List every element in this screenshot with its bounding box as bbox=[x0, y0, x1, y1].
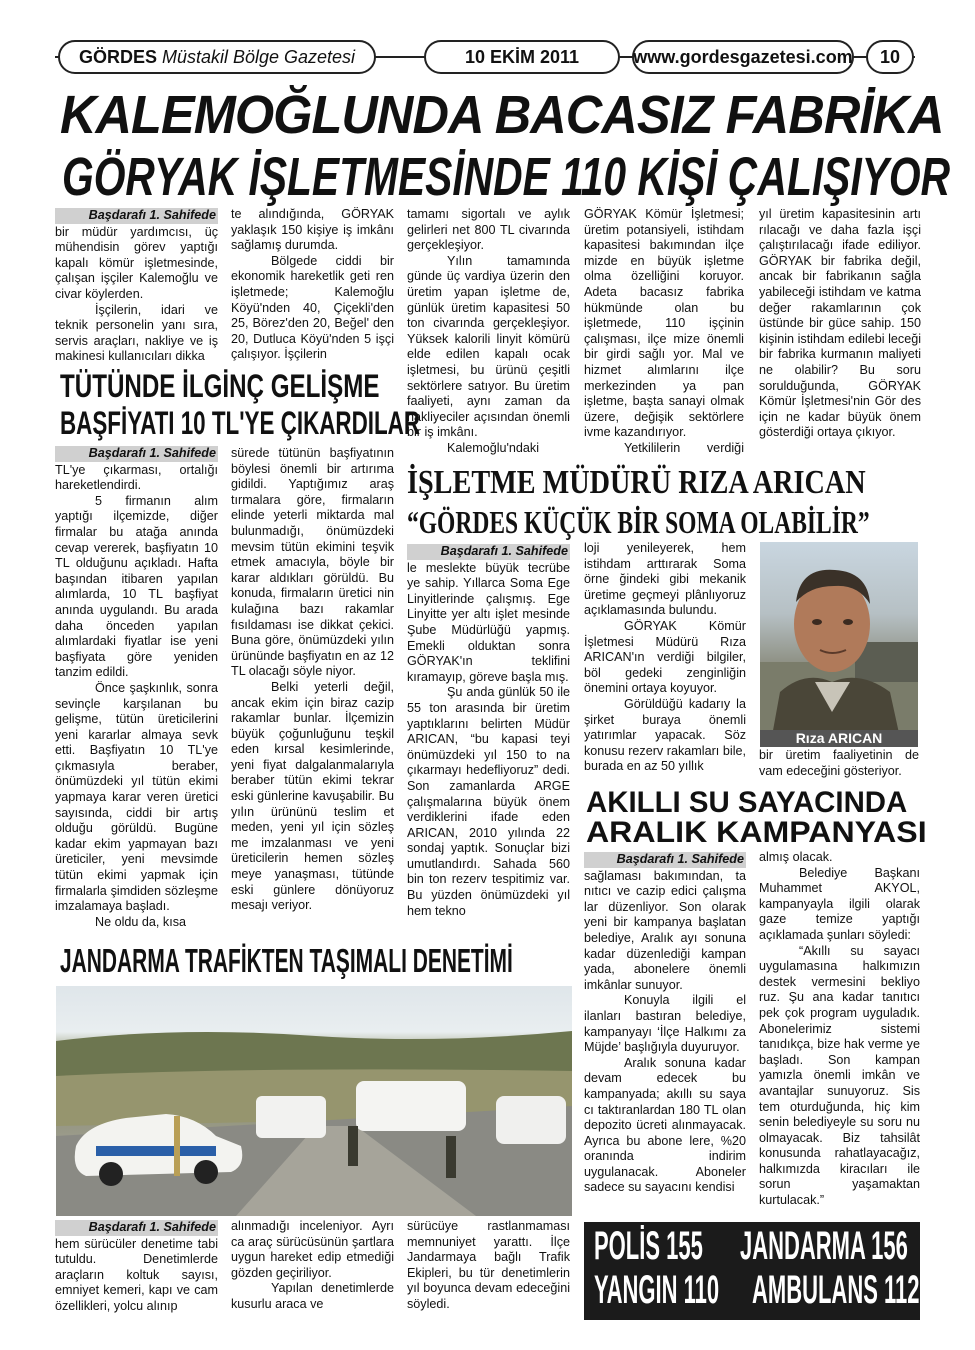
su-col2c-text: “Akıllı su sayacı uygulamasına halkımızın destek vermesini bekliyo ruz. Şu ana kadar tanıtıcı pek çok program uyguladık. Abonelerimiz sistemi tanıdıkça, bize hak verme ye başladı. Son kampan yamızla önemli imkân ve avantajlar sunuyoruz. Sis tem oturduğunda, hiç kim senin belediyeyle su soru nu olmayacak. Biz tahsilât konusunda rahatlayacağız, halkımızda kiracıları ile sorun yaşamaktan kurtulacak.” bbox=[759, 943, 920, 1208]
isletme-col2b-text: GÖRYAK Kömür İşletmesi Müdürü Rıza ARICAN'ın verdiği bilgiler, böl gedeki zenginliğin önemini ortaya koyuyor. bbox=[584, 618, 746, 696]
tutun-col1d-text: Ne oldu da, kısa bbox=[95, 914, 187, 929]
lead-col4b-text: Yetkililerin verdiği bbox=[624, 440, 744, 455]
su-col1-text: sağlaması bakımından, ta nıtıcı ve cazip edici çalışma lar düzenliyor. Son olarak yeni bir kampanya başlatan belediye, Aralık ayı sonuna kadar düzenlediği kampan yada, abonelere önemli imkânlar sunuyor. bbox=[584, 868, 746, 992]
su-headline-2: ARALIK KAMPANYASI bbox=[586, 816, 927, 849]
tutun-headline-1: TÜTÜNDE İLGİNÇ GELİŞME bbox=[60, 368, 380, 404]
tutun-col2-text: sürede tütünün başfiyatının böylesi önemli bir artırıma gidildi. Yaptığımız araş tırmalara göre, firmaların elinde yeterli miktarda mal bulunmadığı, önümüzdeki mevsim tütün ekimini teşvik etmek amacıyla, böyle bir karar aldıkları görüldü. Bu konuda, firmaların üretici nin kulağına bazı rakamlar fısıldaması ise dikkat çekici. Buna göre, önümüzdeki yılın ürününde başfiyatın en az 12 TL olacağı söyle niyor. bbox=[231, 446, 394, 679]
jandarma-column-1 bbox=[55, 1220, 218, 1320]
isletme-headline-1: İŞLETME MÜDÜRÜ RIZA ARICAN bbox=[407, 464, 866, 501]
lead-col2-text: te alındığında, GÖRYAK yaklaşık 150 kişiye iş imkânı sağlamış durumda. bbox=[231, 207, 394, 253]
tutun-col1-text: TL'ye çıkarması, ortalığı hareketlendirdi. bbox=[55, 462, 218, 493]
lead-column-3 bbox=[407, 207, 570, 457]
emergency-police: POLİS 155 bbox=[594, 1224, 703, 1268]
jandarma-kicker: Başdarafı 1. Sahifede bbox=[55, 1220, 218, 1236]
isletme-column-1 bbox=[407, 544, 570, 939]
su-column-2 bbox=[759, 850, 920, 1222]
tutun-col1c-text: Önce şaşkınlık, sonra sevinçle karşılanan bu gelişme, tütün üreticilerini yeni kararlar almaya sevk etti. Başfiyatın 10 TL'ye çıkmasıyla beraber, önümüzdeki yıl tütün ekimi yapmaya karar veren üretici sayısında, ciddi bir artış olduğu görüldü. Bugüne kadar ekim yapmayan bazı üreticiler, yeni mevsimde tütün ekimi yapmak için firmalarla şimdiden sözleşme imzalamaya başladı. bbox=[55, 680, 218, 914]
tutun-column-1 bbox=[55, 446, 218, 941]
header-website: www.gordesgazetesi.com bbox=[632, 40, 854, 74]
emergency-fire: YANGIN 110 bbox=[594, 1268, 720, 1312]
lead-kicker: Başdarafı 1. Sahifede bbox=[55, 208, 218, 224]
portrait-caption: Rıza ARICAN bbox=[760, 730, 918, 747]
paper-name: GÖRDES bbox=[78, 46, 157, 67]
su-col1c-text: Aralık sonuna kadar devam edecek bu kampanyada; akıllı su saya cı taktıranlardan 180 TL olan depozito ücreti alınmayacak. Ayrıca bu abone lere, %20 oranında indirim uygulanacak. Aboneler sadece su sayacını kendisi bbox=[584, 1055, 746, 1195]
isletme-kicker: Başdarafı 1. Sahifede bbox=[407, 544, 570, 560]
tutun-headline-2: BAŞFİYATI 10 TL'YE ÇIKARDILAR bbox=[60, 405, 421, 441]
lead-col5-text: yıl üretim kapasitesinin artı rılacağı ve daha fazla işçi çalıştırılacağı ifade ediliyor. GÖRYAK bir fabrika değil, ancak bir fabrikanın sağla yabileceği istihdam ve katma değer rakamlarının çok üstünde bir güce sahip. 150 kişinin istihdam edilebi leceği bir fabrika kurmanın maliyeti ne olabilir? Bu soru sorulduğunda, GÖRYAK Kömür İşletmesi'nin Gör des için ne kadar büyük önem gösterdiği ortaya çıkıyor. bbox=[759, 207, 921, 440]
su-kicker: Başdarafı 1. Sahifede bbox=[584, 852, 746, 868]
isletme-col1b-text: Şu anda günlük 50 ile 55 ton arasında bir üretim yaptıklarını belirten Müdür ARICAN, “bu kapasi teyi önümüzdeki yıl 150 to na çıkarmayı hedefliyoruz” dedi. Son zamanlarda ARGE çalışmalarına büyük önem verdiklerini ifade eden ARICAN, 2010 yılında 22 sondaj yaptık. Sonuçlar bizi umutlandırdı. Sahada 560 bin ton rezerv tespitimiz var. Bu yüzden önümüzdeki yıl hem tekno bbox=[407, 685, 570, 918]
lead-col1-text: bir müdür yardımcısı, üç mühendisin görev yaptığı kapalı kömür işletmesinde, çalışan işçiler Kalemoğlu ve civar köylerden. bbox=[55, 224, 218, 301]
header-paper-name bbox=[58, 40, 376, 74]
jandarma-column-2 bbox=[231, 1219, 394, 1319]
tutun-col2b-text: Belki yeterli değil, ancak ekim için biraz cazip rakamlar bunlar. İlçemizin büyük çoğunluğunu teşkil eden kırsal kesimlerinde, yeni fiyat dalgalanmalarıyla beraber tütün ekimi tekrar eski günlerine kavuşabilir. Bu yılın ürününü teslim et meden, yeni yıl için sözleş me imzalanması ve yeni üreticilerin hemen sözleş meye yanaşması, tütünde eski günlere dönüyoruz mesajı veriyor. bbox=[231, 679, 394, 913]
portrait-photo bbox=[760, 542, 918, 747]
lead-col1b-text: İşçilerin, idari ve teknik personelin yanı sıra, servis araçları, nakliye ve iş makinesi kullanıcıları dikka bbox=[55, 302, 218, 364]
emergency-jandarma: JANDARMA 156 bbox=[740, 1224, 908, 1268]
isletme-col2-text: loji yenileyerek, hem istihdam arttırarak Soma örne ğindeki gibi mekanik üretime geçmeyi plânlıyoruz açıklamasında bulundu. bbox=[584, 541, 746, 618]
lead-headline-2: GÖRYAK İŞLETMESİNDE 110 KİŞİ ÇALIŞIYOR bbox=[62, 147, 951, 207]
header-page-number: 10 bbox=[866, 40, 914, 74]
isletme-column-2 bbox=[584, 541, 746, 781]
su-headline-1: AKILLI SU SAYACINDA bbox=[586, 786, 908, 819]
jandarma-scene bbox=[56, 986, 572, 1216]
isletme-col3-text: bir üretim faaliyetinin de vam edeceğini gösteriyor. bbox=[759, 748, 919, 778]
su-column-1 bbox=[584, 852, 746, 1222]
su-col2b-text: Belediye Başkanı Muhammet AKYOL, kampanyayla ilgili olarak gaze temize yaptığı açıklamada şunları söyledi: bbox=[759, 865, 920, 942]
lead-col4-text: GÖRYAK Kömür İşletmesi; üretim potansiyeli, istihdam kapasitesi bakımından ilçe mizde en büyük işletme olma özelliğini koruyor. Adeta bacasız fabrika hükmünde olan bu işletmede, 110 işçinin çalışması, ilçe mize önemli bir girdi sağlı yor. Mal ve hizmet alımlarını ilçe merkezinden ya pan işletme, başta sanayi olmak üzere, değişik sektörlere ivme kazandırıyor. bbox=[584, 207, 744, 440]
tutun-column-2 bbox=[231, 446, 394, 941]
lead-col3b-text: Yılın tamamında günde üç vardiya üzerin den üretim yapan işletme de, günlük üretim kapasitesi 50 ton civarında gerçekleşiyor. Yüksek kalorili linyit kömürü elde edilen kapalı ocak işletmesi, bu ürünü çeşitli sektörlere satıyor. Bu üretim faaliyeti, aynı zaman da nakliyeciler açısından önemli bir iş imkânı. bbox=[407, 253, 570, 440]
isletme-col2c-text: Görüldüğü kadarıy la şirket buraya önemli yatırımlar yapacak. Söz konusu rezerv rakamları bile, burada en az 50 yıllık bbox=[584, 696, 746, 774]
isletme-col1-text: le meslekte büyük tecrübe ye sahip. Yıllarca Soma Ege Linyitlerinde çalışmış. Ege Linyitte yer altı işlet mesinde Şube Müdürlüğü yapmış. Emekli olduktan sonra GÖRYAK'ın teklifini kıramayıp, göreve başla mış. bbox=[407, 560, 570, 684]
su-col2-text: almış olacak. bbox=[759, 850, 833, 864]
header-date: 10 EKİM 2011 bbox=[424, 40, 620, 74]
lead-column-1 bbox=[55, 208, 218, 368]
jandarma-headline: JANDARMA TRAFİKTEN TAŞIMALI DENETİMİ bbox=[60, 942, 513, 979]
lead-column-2 bbox=[231, 207, 394, 367]
jandarma-col3-text: sürücüye rastlanmaması memnuniyet yarattı. İlçe Jandarmaya bağlı Trafik Ekipleri, bu tür denetimlerin yıl boyunca devam edeceğini söyledi. bbox=[407, 1219, 570, 1311]
paper-sub: Müstakil Bölge Gazetesi bbox=[161, 46, 356, 67]
jandarma-col2b-text: Yapılan denetimlerde kusurlu araca ve bbox=[231, 1281, 394, 1311]
lead-col3-text: tamamı sigortalı ve aylık gelirleri net 800 TL civarında gerçekleşiyor. bbox=[407, 207, 570, 253]
tutun-col1b-text: 5 firmanın alım yaptığı ilçemizde, diğer firmalar bu atağa anında cevap vererek, başfiyatın 10 TL olduğunu açıkladı. Hafta başından itibaren yapılan alımlarda, 10 TL başfiyat anında uygulandı. Bu arada daha önceden yapılan alımlardaki fiyatlar ise yeni başfiyata göre yeniden tanzim edildi. bbox=[55, 493, 218, 680]
jandarma-column-3 bbox=[407, 1219, 570, 1319]
su-col1b-text: Konuyla ilgili el ilanları bastıran belediye, kampanyayı ‘İlçe Halkımı za Müjde’ başlığıyla duyuruyor. bbox=[584, 993, 746, 1055]
jandarma-photo bbox=[56, 986, 572, 1216]
lead-column-5 bbox=[759, 207, 921, 457]
isletme-column-3 bbox=[759, 748, 919, 782]
jandarma-col2-text: alınmadığı inceleniyor. Ayrı ca araç sürücüsünün şartlara uygun hareket edip etmediği gözden geçiriliyor. bbox=[231, 1219, 394, 1280]
portrait-illustration bbox=[760, 542, 918, 747]
jandarma-col1-text: hem sürücüler denetime tabi tutuldu. Denetimlerde araçların koltuk sayısı, emniyet kemeri, kapı ve cam özellikleri, yolcu alınıp bbox=[55, 1236, 218, 1313]
lead-col3c-text: Kalemoğlu'ndaki bbox=[447, 440, 540, 455]
lead-column-4 bbox=[584, 207, 744, 457]
tutun-kicker: Başdarafı 1. Sahifede bbox=[55, 446, 218, 462]
lead-headline-1: KALEMOĞLUNDA BACASIZ FABRİKA bbox=[60, 85, 944, 145]
isletme-headline-2: “GÖRDES KÜÇÜK BİR SOMA OLABİLİR” bbox=[407, 504, 870, 540]
emergency-ambulance: AMBULANS 112 bbox=[752, 1268, 920, 1312]
lead-col2b-text: Bölgede ciddi bir ekonomik hareketlik geti ren işletmede; Kalemoğlu Köyü'nden 40, Çiçekli'den 25, Börez'den 20, Beğel' den 20, Dutluca Köyü'nden 5 işçi çalışıyor. İşçilerin bbox=[231, 253, 394, 362]
